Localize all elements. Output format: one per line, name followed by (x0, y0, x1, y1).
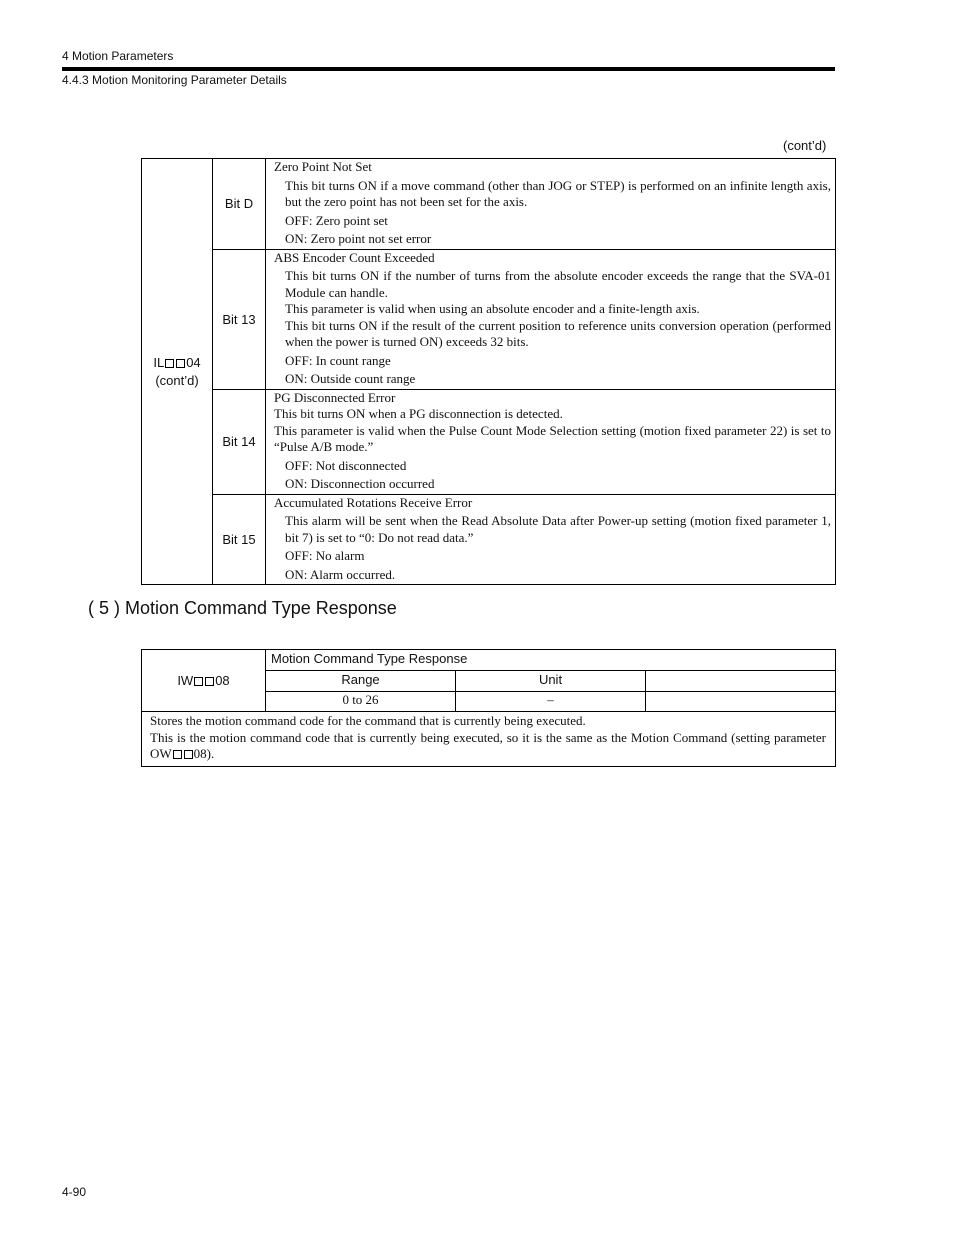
desc-line: Stores the motion command code for the command that is currently being executed. (150, 713, 586, 728)
table-row (142, 389, 836, 494)
desc-line: This bit turns ON if the number of turns from the absolute encoder exceeds the range that the SVA-01 Module can handle. (285, 268, 831, 300)
parameter-description (142, 712, 836, 767)
header-chapter: 4 Motion Parameters (62, 49, 174, 63)
bit-description-table (141, 158, 836, 585)
desc-line: This bit turns ON if the result of the current position to reference units conversion operation (performed when the power is turned ON) exceeds 32 bits. (285, 317, 831, 349)
desc-line: This parameter is valid when using an absolute encoder and a finite-length axis. (285, 301, 700, 316)
section-heading: ( 5 ) Motion Command Type Response (88, 598, 397, 618)
desc-line: ON: Outside count range (285, 371, 416, 386)
bit-label: Bit 14 (213, 389, 266, 494)
placeholder-square-icon (165, 359, 174, 368)
bit-label: Bit 13 (213, 249, 266, 389)
bit-title: Accumulated Rotations Receive Error (274, 494, 473, 510)
header-rule (62, 67, 835, 71)
placeholder-square-icon (205, 677, 214, 686)
bit-description (266, 389, 836, 494)
param-contd: (cont’d) (155, 372, 199, 388)
table-row (142, 159, 836, 250)
desc-line: ON: Alarm occurred. (285, 566, 396, 582)
placeholder-square-icon (176, 359, 185, 368)
bit-description (266, 159, 836, 250)
desc-line: This is the motion command code that is currently being executed, so it is the same as the Motion Command (setting parameter OW 08). (150, 729, 826, 761)
desc-line: ON: Disconnection occurred (285, 476, 435, 491)
bit-title: ABS Encoder Count Exceeded (274, 249, 435, 265)
parameter-table (141, 649, 836, 767)
column-header-range: Range (266, 671, 456, 692)
bit-description (266, 249, 836, 389)
header-section: 4.4.3 Motion Monitoring Parameter Details (62, 73, 287, 87)
bit-label: Bit 15 (213, 494, 266, 585)
table-row (142, 249, 836, 389)
column-header-empty (646, 671, 836, 692)
extra-value (646, 692, 836, 712)
desc-line: OFF: Not disconnected (285, 457, 407, 473)
column-header-unit: Unit (456, 671, 646, 692)
table-row (142, 650, 836, 671)
desc-line: OFF: In count range (285, 352, 391, 368)
page-number: 4-90 (62, 1185, 87, 1199)
bit-title: Zero Point Not Set (274, 159, 372, 174)
desc-line: This bit turns ON when a PG disconnection is detected. (274, 406, 563, 421)
placeholder-square-icon (184, 750, 193, 759)
bit-label: Bit D (213, 159, 266, 250)
contd-label: (cont’d) (783, 138, 827, 153)
desc-line: This bit turns ON if a move command (other than JOG or STEP) is performed on an infinite length axis, but the zero point has not been set for the axis. (285, 177, 831, 209)
bit-title: PG Disconnected Error (274, 389, 396, 405)
unit-value: – (456, 692, 646, 712)
range-value: 0 to 26 (266, 692, 456, 712)
param-register: IL 04 (153, 354, 201, 370)
table-row (142, 712, 836, 767)
placeholder-square-icon (173, 750, 182, 759)
register-cell: IW 08 (142, 650, 266, 712)
table-row (142, 494, 836, 585)
parameter-name: Motion Command Type Response (266, 650, 836, 671)
desc-line: OFF: Zero point set (285, 212, 388, 228)
placeholder-square-icon (194, 677, 203, 686)
bit-description (266, 494, 836, 585)
desc-line: OFF: No alarm (285, 548, 365, 563)
desc-line: ON: Zero point not set error (285, 231, 432, 246)
param-cell (142, 159, 213, 585)
desc-line: This alarm will be sent when the Read Absolute Data after Power-up setting (motion fixed parameter 1, bit 7) is set to “0: Do not read data.” (285, 513, 831, 545)
desc-line: This parameter is valid when the Pulse Count Mode Selection setting (motion fixed parameter 22) is set to “Pulse A/B mode.” (274, 422, 831, 454)
